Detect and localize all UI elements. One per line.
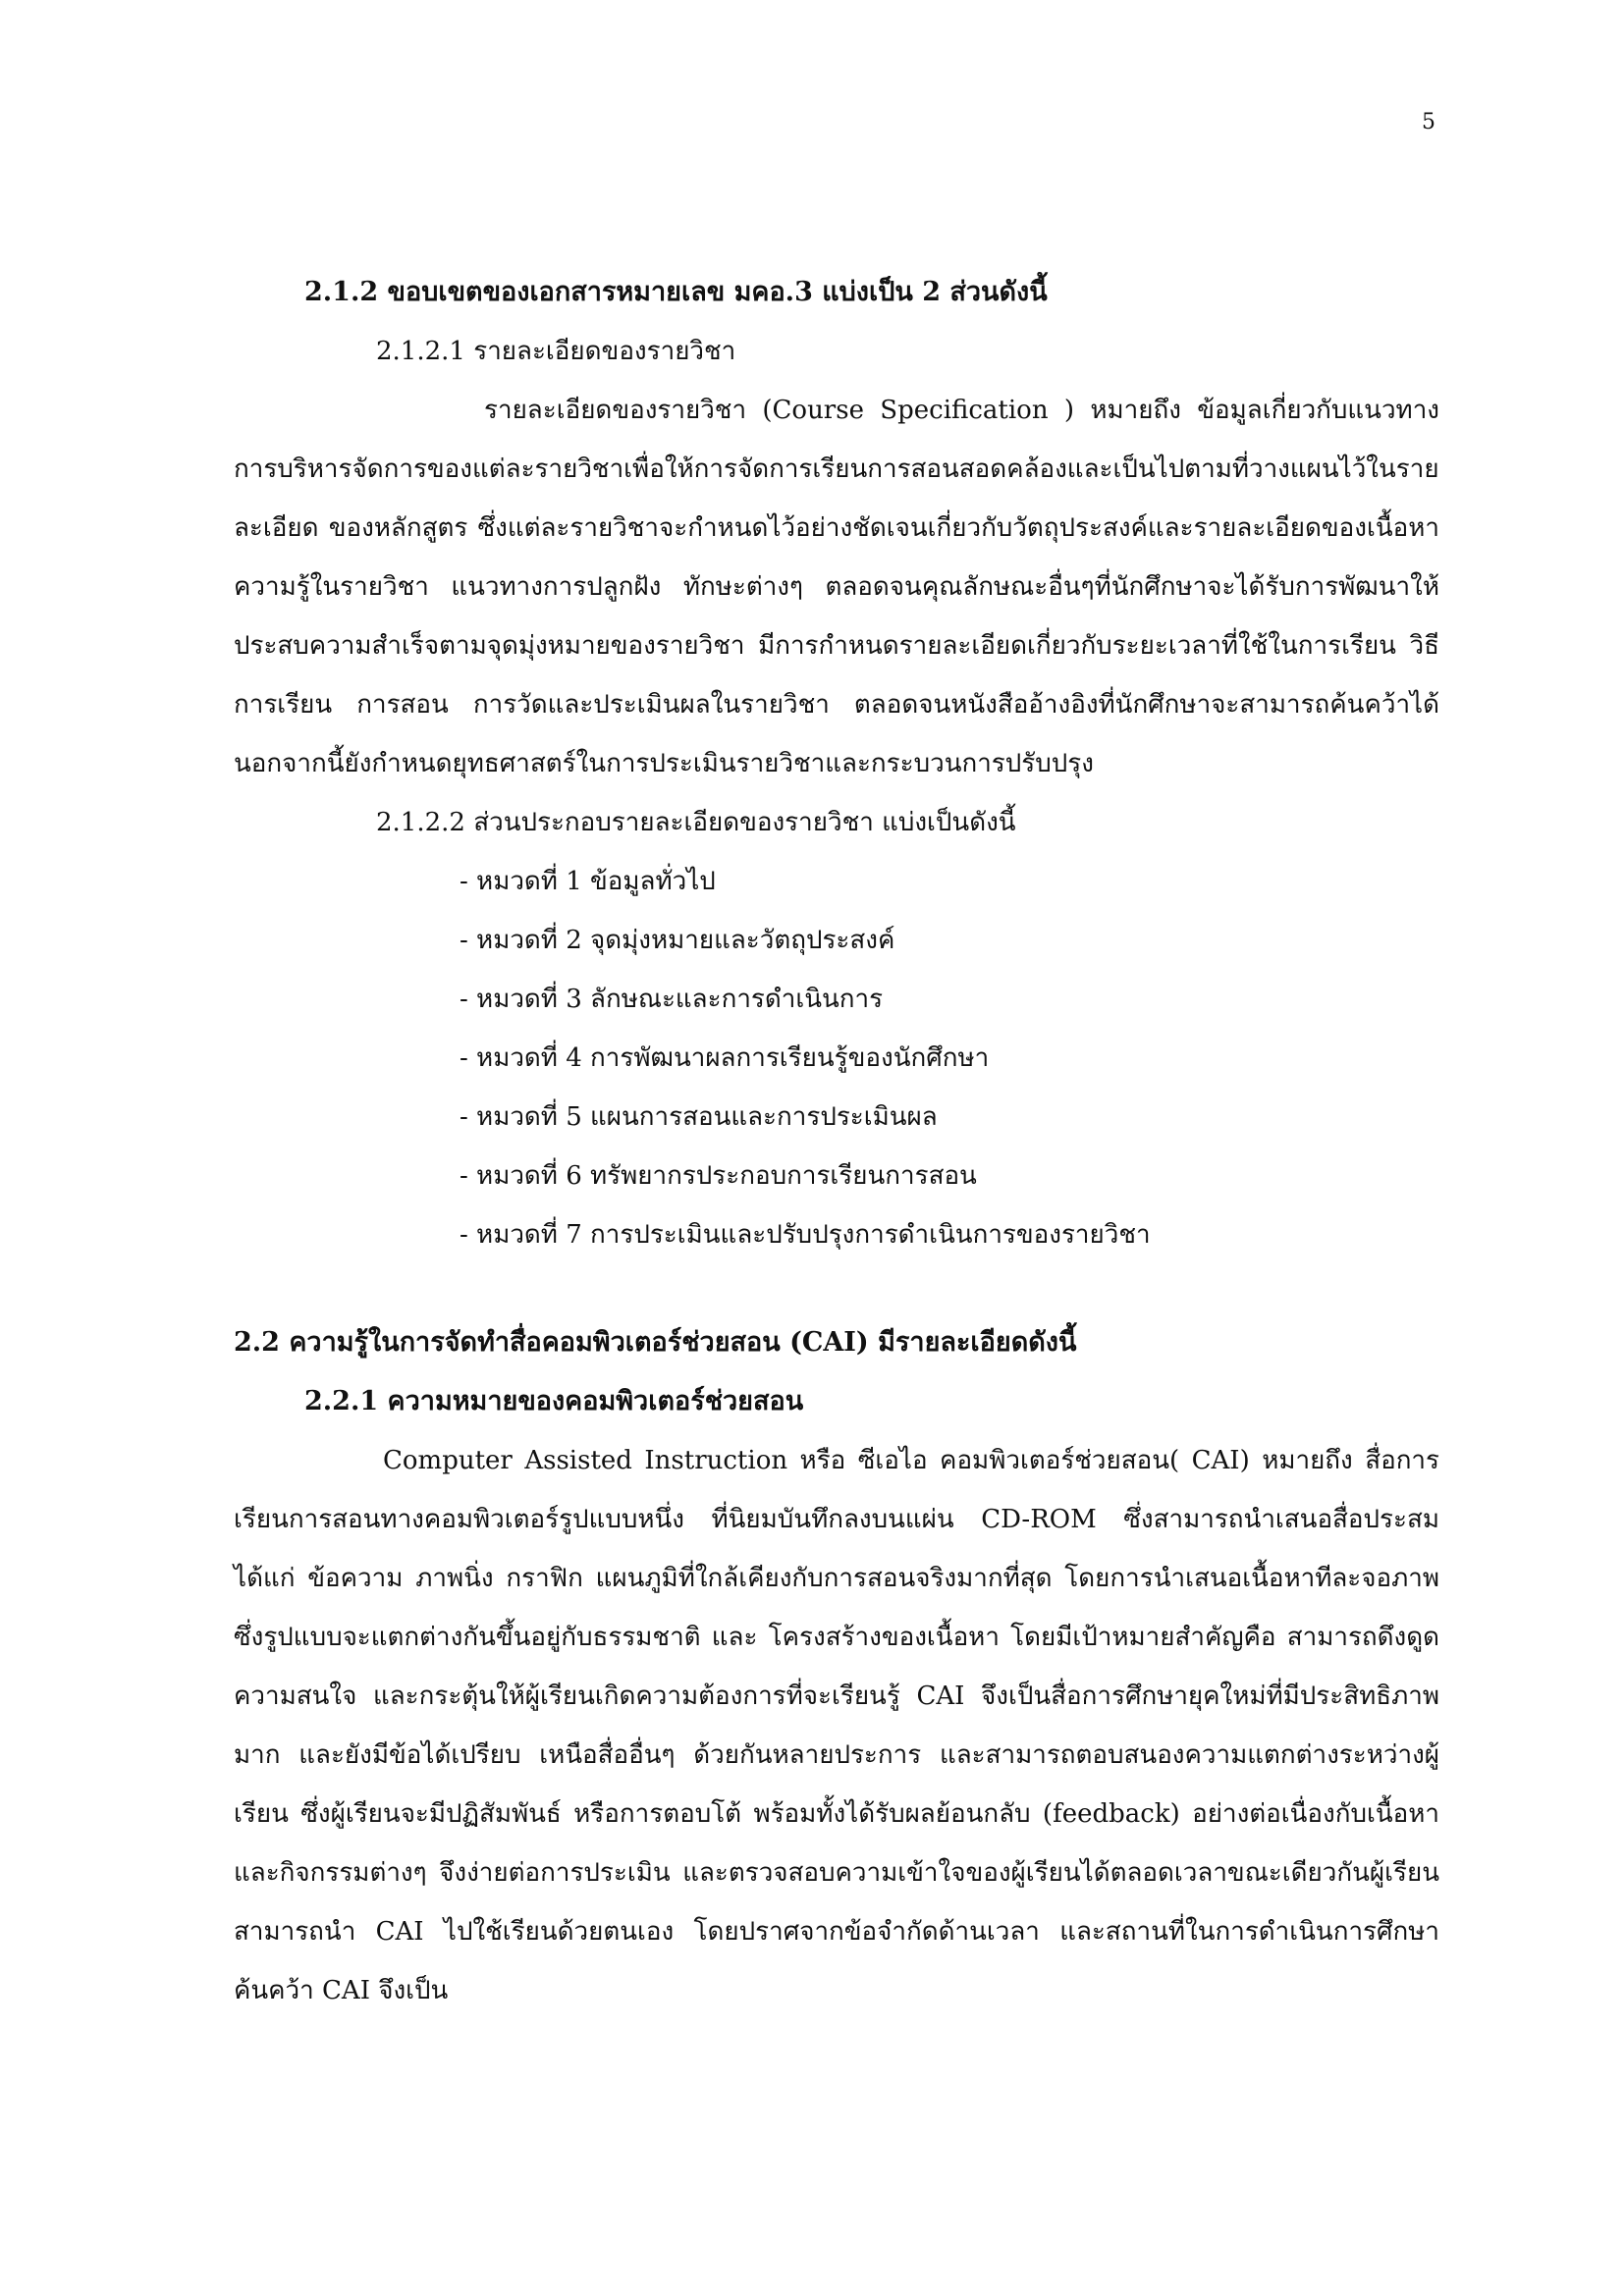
page-content xyxy=(234,263,1439,2020)
heading-2-2: 2.2 ความรู้ในการจัดทำสื่อคอมพิวเตอร์ช่วยสอน (CAI) มีรายละเอียดดังนี้ xyxy=(234,1327,1077,1358)
category-list xyxy=(234,852,1439,1264)
list-item: - หมวดที่ 6 ทรัพยากรประกอบการเรียนการสอน xyxy=(460,1161,977,1191)
list-item: - หมวดที่ 3 ลักษณะและการดำเนินการ xyxy=(460,985,884,1014)
paragraph-cai-definition: Computer Assisted Instruction หรือ ซีเอไอ คอมพิวเตอร์ช่วยสอน( CAI) หมายถึง สื่อการเรียนการสอนทางคอมพิวเตอร์รูปแบบหนึ่ง ที่นิยมบันทึกลงบนแผ่น CD-ROM ซึ่งสามารถนำเสนอสื่อประสมได้แก่ ข้อความ ภาพนิ่ง กราฟิก แผนภูมิที่ใกล้เคียงกับการสอนจริงมากที่สุด โดยการนำเสนอเนื้อหาทีละจอภาพ ซึ่งรูปแบบจะแตกต่างกันขึ้นอยู่กับธรรมชาติ และ โครงสร้างของเนื้อหา โดยมีเป้าหมายสำคัญคือ สามารถดึงดูดความสนใจ และกระตุ้นให้ผู้เรียนเกิดความต้องการที่จะเรียนรู้ CAI จึงเป็นสื่อการศึกษายุคใหม่ที่มีประสิทธิภาพมาก และยังมีข้อได้เปรียบ เหนือสื่ออื่นๆ ด้วยกันหลายประการ และสามารถตอบสนองความแตกต่างระหว่างผู้เรียน ซึ่งผู้เรียนจะมีปฏิสัมพันธ์ หรือการตอบโต้ พร้อมทั้งได้รับผลย้อนกลับ (feedback) อย่างต่อเนื่องกับเนื้อหา และกิจกรรมต่างๆ จึงง่ายต่อการประเมิน และตรวจสอบความเข้าใจของผู้เรียนได้ตลอดเวลาขณะเดียวกันผู้เรียนสามารถนำ CAI ไปใช้เรียนด้วยตนเอง โดยปราศจากข้อจำกัดด้านเวลา และสถานที่ในการดำเนินการศึกษาค้นคว้า CAI จึงเป็น xyxy=(234,1446,1439,2005)
paragraph-course-specification: รายละเอียดของรายวิชา (Course Specification ) หมายถึง ข้อมูลเกี่ยวกับแนวทางการบริหารจัดการของแต่ละรายวิชาเพื่อให้การจัดการเรียนการสอนสอดคล้องและเป็นไปตามที่วางแผนไว้ในรายละเอียด ของหลักสูตร ซึ่งแต่ละรายวิชาจะกำหนดไว้อย่างชัดเจนเกี่ยวกับวัตถุประสงค์และรายละเอียดของเนื้อหาความรู้ในรายวิชา แนวทางการปลูกฝัง ทักษะต่างๆ ตลอดจนคุณลักษณะอื่นๆที่นักศึกษาจะได้รับการพัฒนาให้ประสบความสำเร็จตามจุดมุ่งหมายของรายวิชา มีการกำหนดรายละเอียดเกี่ยวกับระยะเวลาที่ใช้ในการเรียน วิธีการเรียน การสอน การวัดและประเมินผลในรายวิชา ตลอดจนหนังสืออ้างอิงที่นักศึกษาจะสามารถค้นคว้าได้ นอกจากนี้ยังกำหนดยุทธศาสตร์ในการประเมินรายวิชาและกระบวนการปรับปรุง xyxy=(234,396,1439,778)
list-item: - หมวดที่ 5 แผนการสอนและการประเมินผล xyxy=(460,1102,938,1132)
page-number: 5 xyxy=(1422,110,1435,134)
section-gap xyxy=(234,1264,1439,1313)
heading-2-1-2: 2.1.2 ขอบเขตของเอกสารหมายเลข มคอ.3 แบ่งเป็น 2 ส่วนดังนี้ xyxy=(304,277,1048,307)
heading-2-1-2-2: 2.1.2.2 ส่วนประกอบรายละเอียดของรายวิชา แบ่งเป็นดังนี้ xyxy=(376,808,1016,837)
list-item: - หมวดที่ 4 การพัฒนาผลการเรียนรู้ของนักศึกษา xyxy=(460,1043,990,1073)
list-item: - หมวดที่ 1 ข้อมูลทั่วไป xyxy=(460,867,716,896)
list-item: - หมวดที่ 2 จุดมุ่งหมายและวัตถุประสงค์ xyxy=(460,926,895,955)
heading-2-2-1: 2.2.1 ความหมายของคอมพิวเตอร์ช่วยสอน xyxy=(304,1386,804,1416)
list-item: - หมวดที่ 7 การประเมินและปรับปรุงการดำเนินการของรายวิชา xyxy=(460,1220,1151,1250)
heading-2-1-2-1: 2.1.2.1 รายละเอียดของรายวิชา xyxy=(376,337,736,366)
